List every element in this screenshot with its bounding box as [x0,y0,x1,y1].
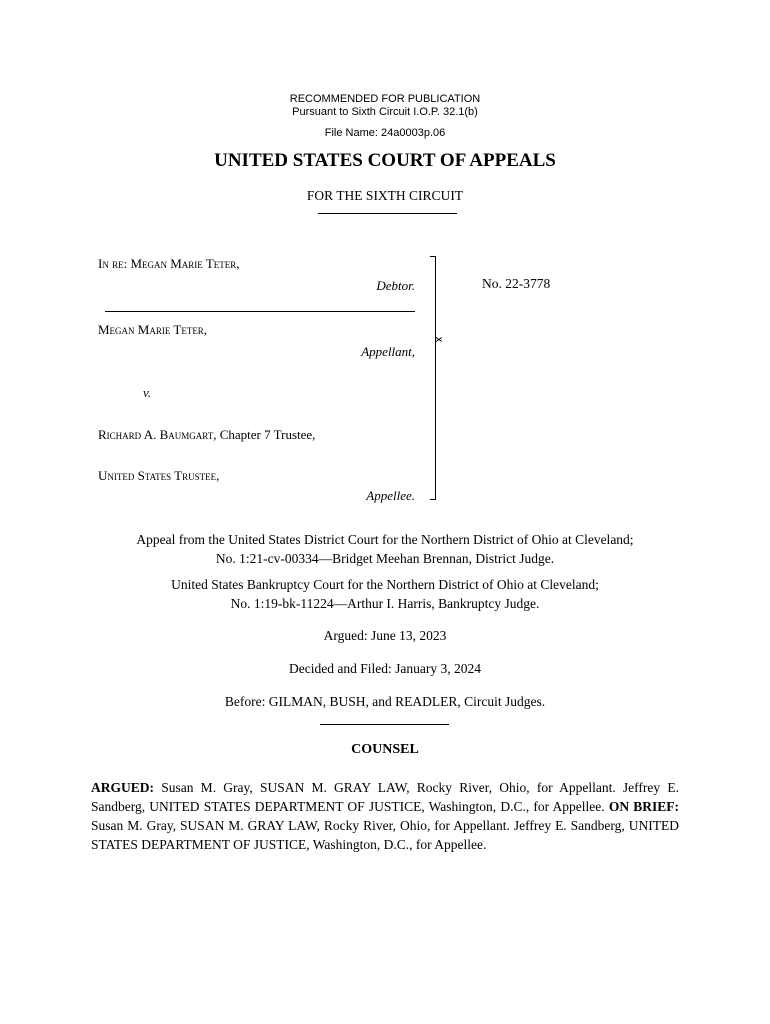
caption-in-re: In re: Megan Marie Teter, [98,256,240,271]
trustee-title: , Chapter 7 Trustee, [213,427,316,442]
brace-bottom [430,499,436,500]
decided-date: Decided and Filed: January 3, 2024 [289,661,481,676]
caption-party-appellant: Megan Marie Teter, [98,322,208,337]
caption-versus: v. [143,385,152,400]
trustee-name: Richard A. Baumgart [98,427,214,442]
recommended-for-publication: RECOMMENDED FOR PUBLICATION [289,93,481,105]
caption-appellee-role: Appellee. [366,488,415,503]
counsel-heading: COUNSEL [351,742,419,757]
before-judges: Before: GILMAN, BUSH, and READLER, Circuit Judges. [224,694,546,709]
header-rule [318,213,457,214]
brace-line [435,256,436,500]
file-name: File Name: 24a0003p.06 [324,127,446,139]
caption-party-us-trustee: United States Trustee, [98,468,220,483]
case-number: No. 22-3778 [482,276,551,291]
on-brief-label: ON BRIEF: [608,799,679,814]
appeal-district-line2: No. 1:21-cv-00334—Bridget Meehan Brennan, District Judge. [215,551,555,566]
caption-appellant-role: Appellant, [361,344,415,359]
argued-text: Susan M. Gray, SUSAN M. GRAY LAW, Rocky River, Ohio, for Appellant. Jeffrey E. Sandberg, UNITED STATES DEPARTMENT OF JUSTICE, Washington, D.C., for Appellee. [91,780,679,814]
appeal-bankruptcy-line1: United States Bankruptcy Court for the Northern District of Ohio at Cleveland; [171,577,599,592]
appeal-district-line1: Appeal from the United States District Court for the Northern District of Ohio at Cleveland; [136,532,634,547]
caption-party-trustee [98,427,315,443]
circuit-title: FOR THE SIXTH CIRCUIT [306,188,464,203]
argued-label: ARGUED: [91,780,154,795]
court-title: UNITED STATES COURT OF APPEALS [214,150,556,171]
caption-divider [105,311,415,312]
judges-rule [320,724,449,725]
pursuant-rule: Pursuant to Sixth Circuit I.O.P. 32.1(b) [292,106,478,118]
caption-debtor-role: Debtor. [376,278,415,293]
counsel-body [91,778,679,854]
on-brief-text: Susan M. Gray, SUSAN M. GRAY LAW, Rocky River, Ohio, for Appellant. Jeffrey E. Sandberg, UNITED STATES DEPARTMENT OF JUSTICE, Washington, D.C., for Appellee. [91,818,679,852]
appeal-bankruptcy-line2: No. 1:19-bk-11224—Arthur I. Harris, Bankruptcy Judge. [230,596,540,611]
argued-date: Argued: June 13, 2023 [323,628,447,643]
